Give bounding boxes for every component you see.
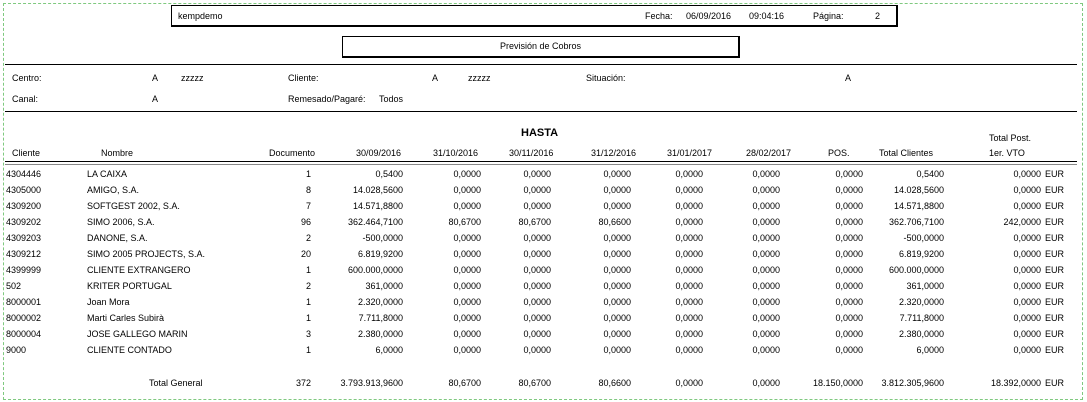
- col-d1: 30/09/2016: [356, 148, 402, 158]
- cliente-filter-label: Cliente:: [288, 73, 319, 83]
- report-header-box: [171, 5, 898, 27]
- row-d3: 0,0000: [523, 265, 551, 275]
- situacion-value: A: [845, 73, 852, 83]
- row-total-post: 0,0000: [1013, 249, 1041, 259]
- hora-value: 09:04:16: [749, 11, 785, 21]
- row-total-post: 0,0000: [1013, 265, 1041, 275]
- centro-from: A: [152, 73, 159, 83]
- table-row: [0, 169, 1087, 185]
- table-row: [0, 313, 1087, 329]
- row-pos: 0,0000: [835, 329, 863, 339]
- row-documento: 1: [305, 169, 311, 179]
- row-total-post: 0,0000: [1013, 297, 1041, 307]
- row-d5: 0,0000: [675, 345, 703, 355]
- row-pos: 0,0000: [835, 201, 863, 211]
- row-total-clientes: -500,0000: [903, 233, 944, 243]
- row-d5: 0,0000: [675, 233, 703, 243]
- col-nombre: Nombre: [101, 148, 134, 158]
- col-d4: 31/12/2016: [591, 148, 637, 158]
- row-d4: 0,0000: [603, 313, 631, 323]
- row-d3: 0,0000: [523, 233, 551, 243]
- col-documento: Documento: [269, 148, 316, 158]
- row-d1: 14.028,5600: [352, 185, 403, 195]
- row-documento: 2: [305, 281, 311, 291]
- row-d4: 0,0000: [603, 297, 631, 307]
- row-d3: 0,0000: [523, 281, 551, 291]
- row-d5: 0,0000: [675, 329, 703, 339]
- row-d5: 0,0000: [675, 281, 703, 291]
- col-d6: 28/02/2017: [746, 148, 792, 158]
- row-documento: 1: [305, 345, 311, 355]
- row-cliente: 502: [6, 281, 22, 291]
- pagina-label: Página:: [813, 11, 844, 21]
- row-total-post: 0,0000: [1013, 313, 1041, 323]
- row-d1: 362.464,7100: [347, 217, 403, 227]
- row-currency: EUR: [1045, 201, 1065, 211]
- row-d2: 0,0000: [453, 329, 481, 339]
- row-d5: 0,0000: [675, 169, 703, 179]
- row-d3: 0,0000: [523, 249, 551, 259]
- row-d5: 0,0000: [675, 185, 703, 195]
- row-d6: 0,0000: [752, 201, 780, 211]
- col-total-post-1: Total Post.: [989, 133, 1032, 143]
- row-nombre: CLIENTE EXTRANGERO: [87, 265, 191, 275]
- row-d6: 0,0000: [752, 297, 780, 307]
- row-currency: EUR: [1045, 297, 1065, 307]
- row-total-post: 0,0000: [1013, 201, 1041, 211]
- cliente-from: A: [432, 73, 439, 83]
- row-nombre: KRITER PORTUGAL: [87, 281, 172, 291]
- row-d6: 0,0000: [752, 185, 780, 195]
- totals-d3: 80,6700: [518, 378, 551, 388]
- canal-label: Canal:: [12, 94, 39, 104]
- row-total-clientes: 600.000,0000: [888, 265, 944, 275]
- row-nombre: SIMO 2005 PROJECTS, S.A.: [87, 249, 206, 259]
- totals-d4: 80,6600: [598, 378, 631, 388]
- filter-bottom-line: [5, 111, 1077, 112]
- row-currency: EUR: [1045, 249, 1065, 259]
- row-total-post: 0,0000: [1013, 329, 1041, 339]
- row-d2: 80,6700: [448, 217, 481, 227]
- row-currency: EUR: [1045, 313, 1065, 323]
- row-cliente: 4309202: [6, 217, 42, 227]
- row-total-post: 242,0000: [1003, 217, 1041, 227]
- hasta-heading: HASTA: [521, 127, 559, 139]
- row-currency: EUR: [1045, 169, 1065, 179]
- row-documento: 96: [300, 217, 311, 227]
- row-d6: 0,0000: [752, 345, 780, 355]
- row-pos: 0,0000: [835, 281, 863, 291]
- row-d1: 600.000,0000: [347, 265, 403, 275]
- row-currency: EUR: [1045, 265, 1065, 275]
- row-total-post: 0,0000: [1013, 233, 1041, 243]
- row-cliente: 4309212: [6, 249, 42, 259]
- row-cliente: 4399999: [6, 265, 42, 275]
- totals-d6: 0,0000: [752, 378, 780, 388]
- row-d3: 0,0000: [523, 185, 551, 195]
- col-d3: 30/11/2016: [509, 148, 554, 158]
- row-cliente: 4309200: [6, 201, 42, 211]
- row-d4: 0,0000: [603, 265, 631, 275]
- row-total-post: 0,0000: [1013, 185, 1041, 195]
- row-d3: 0,0000: [523, 313, 551, 323]
- row-d6: 0,0000: [752, 265, 780, 275]
- row-d4: 0,0000: [603, 249, 631, 259]
- row-d4: 0,0000: [603, 281, 631, 291]
- row-pos: 0,0000: [835, 249, 863, 259]
- totals-pos: 18.150,0000: [812, 378, 863, 388]
- totals-label: Total General: [149, 378, 203, 388]
- row-documento: 1: [305, 313, 311, 323]
- row-total-post: 0,0000: [1013, 281, 1041, 291]
- row-d5: 0,0000: [675, 217, 703, 227]
- fecha-label: Fecha:: [645, 11, 673, 21]
- row-pos: 0,0000: [835, 217, 863, 227]
- table-row: [0, 345, 1087, 361]
- totals-total: 3.812.305,9600: [881, 378, 944, 388]
- row-d3: 0,0000: [523, 169, 551, 179]
- row-nombre: SIMO 2006, S.A.: [87, 217, 155, 227]
- row-total-clientes: 7.711,8000: [899, 313, 944, 323]
- row-d4: 80,6600: [598, 217, 631, 227]
- filter-top-line: [5, 64, 1077, 65]
- row-pos: 0,0000: [835, 233, 863, 243]
- row-cliente: 8000001: [6, 297, 42, 307]
- table-row: [0, 185, 1087, 201]
- row-d5: 0,0000: [675, 265, 703, 275]
- row-cliente: 8000002: [6, 313, 42, 323]
- header-line-2: [5, 164, 1077, 165]
- row-d4: 0,0000: [603, 169, 631, 179]
- row-d2: 0,0000: [453, 169, 481, 179]
- row-total-clientes: 14.571,8800: [893, 201, 944, 211]
- table-row: [0, 329, 1087, 345]
- totals-row: [0, 378, 1087, 394]
- row-d5: 0,0000: [675, 313, 703, 323]
- row-d1: 361,0000: [365, 281, 403, 291]
- row-d6: 0,0000: [752, 249, 780, 259]
- table-row: [0, 233, 1087, 249]
- row-d2: 0,0000: [453, 345, 481, 355]
- col-cliente: Cliente: [12, 148, 41, 158]
- row-d1: 2.320,0000: [357, 297, 403, 307]
- totals-post: 18.392,0000: [990, 378, 1041, 388]
- row-d3: 80,6700: [518, 217, 551, 227]
- centro-to: zzzzz: [181, 73, 204, 83]
- report-title: [342, 36, 740, 58]
- row-d4: 0,0000: [603, 345, 631, 355]
- row-total-clientes: 361,0000: [906, 281, 944, 291]
- row-pos: 0,0000: [835, 313, 863, 323]
- fecha-value: 06/09/2016: [686, 11, 732, 21]
- row-d1: 6.819,9200: [357, 249, 403, 259]
- row-d6: 0,0000: [752, 281, 780, 291]
- row-d3: 0,0000: [523, 297, 551, 307]
- row-d2: 0,0000: [453, 201, 481, 211]
- col-pos: POS.: [828, 148, 850, 158]
- row-documento: 1: [305, 265, 311, 275]
- row-d3: 0,0000: [523, 201, 551, 211]
- row-d6: 0,0000: [752, 329, 780, 339]
- row-currency: EUR: [1045, 345, 1065, 355]
- row-pos: 0,0000: [835, 265, 863, 275]
- row-nombre: Marti Carles Subirà: [87, 313, 165, 323]
- col-total-post-2: 1er. VTO: [989, 148, 1025, 158]
- row-currency: EUR: [1045, 281, 1065, 291]
- totals-d2: 80,6700: [448, 378, 481, 388]
- row-total-post: 0,0000: [1013, 169, 1041, 179]
- row-total-clientes: 0,5400: [916, 169, 944, 179]
- row-d4: 0,0000: [603, 185, 631, 195]
- row-d2: 0,0000: [453, 313, 481, 323]
- row-total-clientes: 6.819,9200: [898, 249, 944, 259]
- row-nombre: CLIENTE CONTADO: [87, 345, 172, 355]
- report-title-text: Previsión de Cobros: [499, 41, 582, 51]
- row-d3: 0,0000: [523, 345, 551, 355]
- table-row: [0, 297, 1087, 313]
- row-d4: 0,0000: [603, 329, 631, 339]
- row-d4: 0,0000: [603, 233, 631, 243]
- row-total-clientes: 14.028,5600: [893, 185, 944, 195]
- centro-label: Centro:: [12, 73, 42, 83]
- row-d1: 7.711,8000: [358, 313, 403, 323]
- row-d2: 0,0000: [453, 281, 481, 291]
- row-d6: 0,0000: [752, 313, 780, 323]
- canal-value: A: [152, 94, 159, 104]
- row-d6: 0,0000: [752, 233, 780, 243]
- row-total-clientes: 2.320,0000: [898, 297, 944, 307]
- row-pos: 0,0000: [835, 297, 863, 307]
- row-nombre: SOFTGEST 2002, S.A.: [87, 201, 180, 211]
- row-total-clientes: 362.706,7100: [888, 217, 944, 227]
- row-documento: 8: [305, 185, 311, 195]
- row-nombre: JOSE GALLEGO MARIN: [87, 329, 188, 339]
- row-currency: EUR: [1045, 185, 1065, 195]
- row-nombre: LA CAIXA: [87, 169, 128, 179]
- table-row: [0, 281, 1087, 297]
- row-cliente: 4305000: [6, 185, 42, 195]
- table-row: [0, 265, 1087, 281]
- row-d1: 0,5400: [375, 169, 403, 179]
- user-name: kempdemo: [178, 11, 223, 21]
- row-d3: 0,0000: [523, 329, 551, 339]
- row-cliente: 4304446: [6, 169, 42, 179]
- row-d5: 0,0000: [675, 297, 703, 307]
- cliente-to: zzzzz: [468, 73, 491, 83]
- row-d1: 2.380,0000: [357, 329, 403, 339]
- row-d2: 0,0000: [453, 249, 481, 259]
- col-total-clientes: Total Clientes: [879, 148, 934, 158]
- situacion-label: Situación:: [586, 73, 626, 83]
- row-documento: 3: [305, 329, 311, 339]
- row-d1: -500,0000: [362, 233, 403, 243]
- row-nombre: DANONE, S.A.: [87, 233, 148, 243]
- row-documento: 2: [305, 233, 311, 243]
- row-total-post: 0,0000: [1013, 345, 1041, 355]
- row-documento: 20: [300, 249, 311, 259]
- row-d1: 6,0000: [375, 345, 403, 355]
- row-total-clientes: 6,0000: [916, 345, 944, 355]
- row-d5: 0,0000: [675, 249, 703, 259]
- row-pos: 0,0000: [835, 169, 863, 179]
- row-nombre: Joan Mora: [87, 297, 130, 307]
- row-pos: 0,0000: [835, 345, 863, 355]
- row-d6: 0,0000: [752, 217, 780, 227]
- row-d4: 0,0000: [603, 201, 631, 211]
- row-d2: 0,0000: [453, 233, 481, 243]
- row-total-clientes: 2.380,0000: [898, 329, 944, 339]
- row-cliente: 8000004: [6, 329, 42, 339]
- table-row: [0, 217, 1087, 233]
- row-d5: 0,0000: [675, 201, 703, 211]
- table-row: [0, 201, 1087, 217]
- row-cliente: 9000: [6, 345, 27, 355]
- totals-doc: 372: [295, 378, 311, 388]
- row-cliente: 4309203: [6, 233, 42, 243]
- header-line-1: [5, 161, 1077, 162]
- row-d1: 14.571,8800: [352, 201, 403, 211]
- remesado-value: Todos: [379, 94, 404, 104]
- row-nombre: AMIGO, S.A.: [87, 185, 140, 195]
- row-documento: 7: [305, 201, 311, 211]
- row-d6: 0,0000: [752, 169, 780, 179]
- row-pos: 0,0000: [835, 185, 863, 195]
- remesado-label: Remesado/Pagaré:: [288, 94, 366, 104]
- row-d2: 0,0000: [453, 297, 481, 307]
- pagina-value: 2: [875, 11, 881, 21]
- totals-d5: 0,0000: [675, 378, 703, 388]
- row-currency: EUR: [1045, 233, 1065, 243]
- row-d2: 0,0000: [453, 185, 481, 195]
- row-documento: 1: [305, 297, 311, 307]
- row-currency: EUR: [1045, 217, 1065, 227]
- row-currency: EUR: [1045, 329, 1065, 339]
- totals-currency: EUR: [1045, 378, 1065, 388]
- totals-d1: 3.793.913,9600: [340, 378, 403, 388]
- col-d2: 31/10/2016: [433, 148, 479, 158]
- table-row: [0, 249, 1087, 265]
- row-d2: 0,0000: [453, 265, 481, 275]
- col-d5: 31/01/2017: [667, 148, 713, 158]
